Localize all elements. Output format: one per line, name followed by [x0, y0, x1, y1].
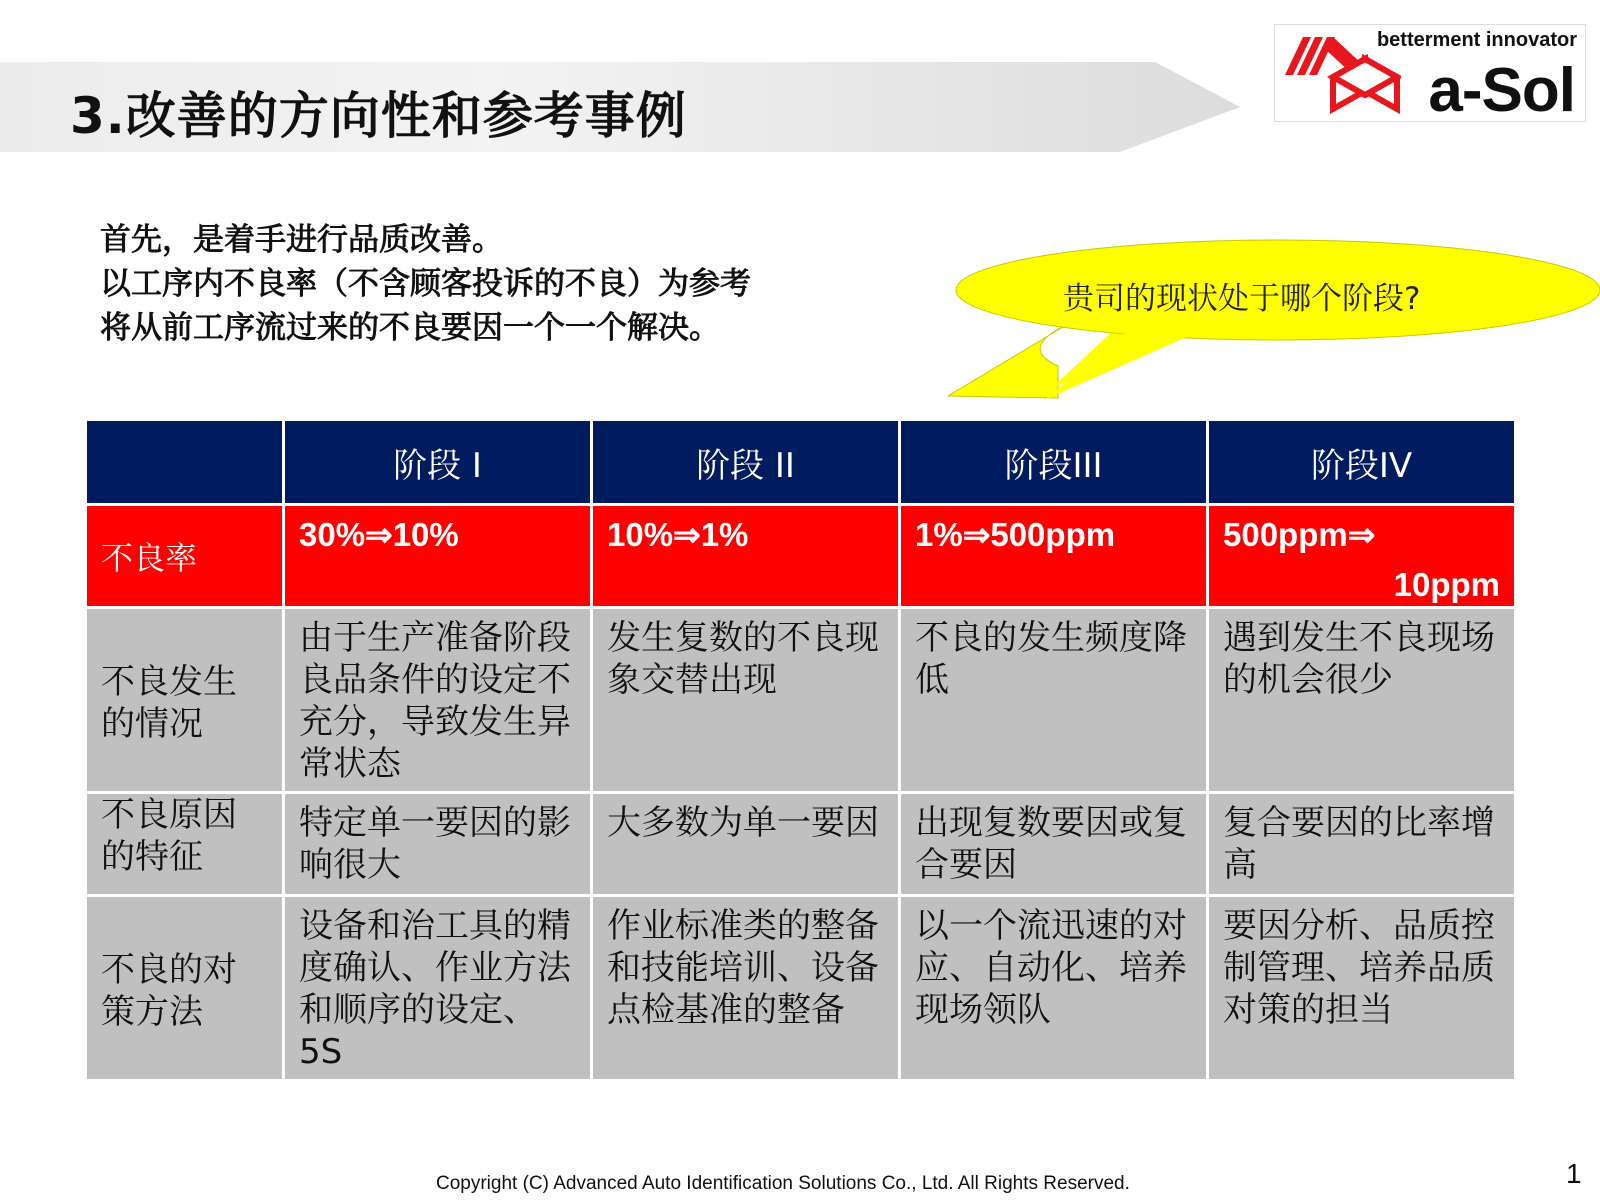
- copyright-footer: Copyright (C) Advanced Auto Identification Solutions Co., Ltd. All Rights Reserved.: [436, 1173, 1130, 1194]
- logo-name: a-Sol: [1428, 56, 1575, 125]
- header-cell: 阶段III: [900, 420, 1208, 505]
- header-cell: 阶段 I: [284, 420, 592, 505]
- row-label: 不良的对 策方法: [86, 896, 284, 1081]
- table-cell: 设备和治工具的精度确认、作业方法和顺序的设定、5S: [284, 896, 592, 1081]
- table-cell: 出现复数要因或复合要因: [900, 793, 1208, 896]
- company-logo: [1274, 24, 1586, 125]
- intro-text: [100, 218, 751, 350]
- table-cell: [1208, 505, 1516, 608]
- header-cell: 阶段 II: [592, 420, 900, 505]
- row-label: 不良发生 的情况: [86, 608, 284, 793]
- table-cell: [284, 505, 592, 608]
- table-cell: [592, 505, 900, 608]
- page-number: 1: [1566, 1158, 1582, 1189]
- table-cell: 不良的发生频度降低: [900, 608, 1208, 793]
- header-cell: 阶段IV: [1208, 420, 1516, 505]
- rate-value: 500ppm⇒: [1223, 516, 1376, 553]
- table-cell: 发生复数的不良现象交替出现: [592, 608, 900, 793]
- bubble-text: 贵司的现状处于哪个阶段?: [1063, 281, 1421, 317]
- table-cell: 作业标准类的整备和技能培训、设备点检基准的整备: [592, 896, 900, 1081]
- rate-value: 1%⇒500ppm: [915, 516, 1116, 553]
- header-cell: [86, 420, 284, 505]
- table-cell: 要因分析、品质控制管理、培养品质对策的担当: [1208, 896, 1516, 1081]
- table-cell: 大多数为单一要因: [592, 793, 900, 896]
- table-cell: 以一个流迅速的对应、自动化、培养现场领队: [900, 896, 1208, 1081]
- table-row-cause: [86, 793, 1516, 896]
- logo-tagline: betterment innovator: [1376, 29, 1577, 51]
- table-cell: [900, 505, 1208, 608]
- page-title: 3.改善的方向性和参考事例: [70, 87, 687, 145]
- rate-value: 10%⇒1%: [607, 516, 749, 553]
- table-cell: 由于生产准备阶段良品条件的设定不充分，导致发生异常状态: [284, 608, 592, 793]
- table-header-row: [86, 420, 1516, 505]
- intro-line: 将从前工序流过来的不良要因一个一个解决。: [100, 310, 720, 346]
- row-label: 不良率: [86, 505, 284, 608]
- table-row-occurrence: [86, 608, 1516, 793]
- table-row-countermeasure: [86, 896, 1516, 1081]
- table-row-defect-rate: [86, 505, 1516, 608]
- rate-value: 30%⇒10%: [299, 516, 459, 553]
- intro-line: 首先，是着手进行品质改善。: [100, 222, 503, 258]
- speech-bubble: [948, 238, 1600, 408]
- stage-table: [84, 418, 1517, 1082]
- intro-line: 以工序内不良率（不含顾客投诉的不良）为参考: [100, 266, 751, 302]
- rate-value-line2: 10ppm: [1393, 566, 1500, 603]
- table-cell: 遇到发生不良现场的机会很少: [1208, 608, 1516, 793]
- row-label: 不良原因 的特征: [86, 793, 284, 896]
- table-cell: 特定单一要因的影响很大: [284, 793, 592, 896]
- table-cell: 复合要因的比率增高: [1208, 793, 1516, 896]
